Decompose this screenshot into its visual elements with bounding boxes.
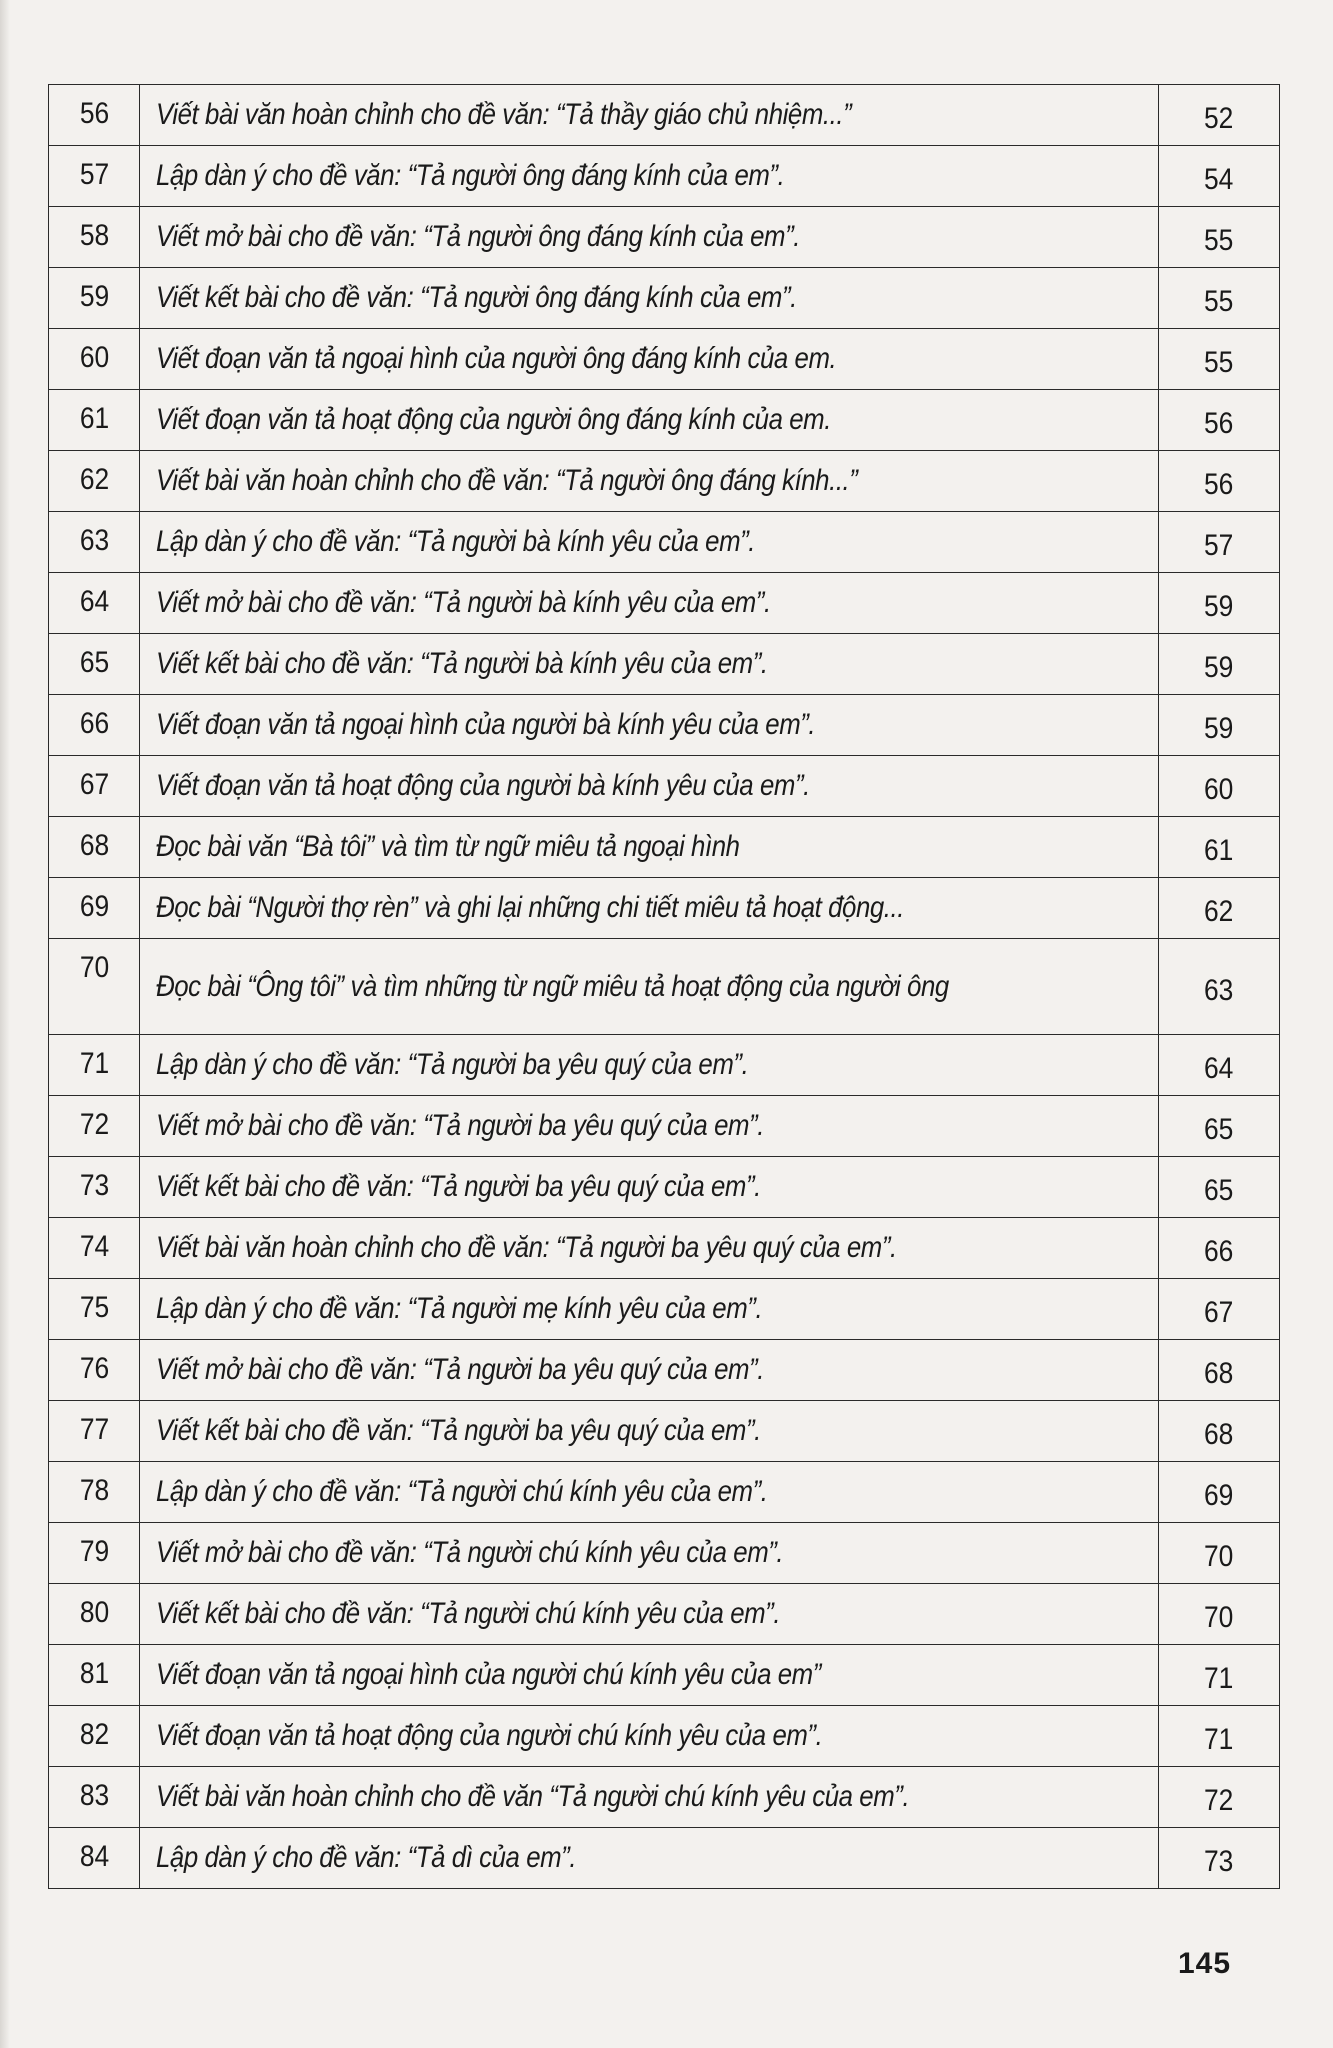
entry-title: Viết đoạn văn tả hoạt động của người chú kính yêu của em”.: [156, 1719, 823, 1752]
entry-page-cell: [1159, 207, 1280, 268]
entry-title-cell: [140, 85, 1159, 146]
entry-number: 79: [54, 1523, 134, 1584]
table-row: [49, 268, 1280, 329]
table-row: [49, 390, 1280, 451]
entry-title: Lập dàn ý cho đề văn: “Tả dì của em”.: [156, 1841, 577, 1874]
entry-page: 55: [1204, 285, 1234, 318]
entry-page: 64: [1204, 1052, 1234, 1085]
entry-title: Viết bài văn hoàn chỉnh cho đề văn: “Tả thầy giáo chủ nhiệm...”: [156, 98, 852, 131]
table-row: [49, 512, 1280, 573]
entry-number: 64: [54, 573, 134, 634]
table-row: [49, 1035, 1280, 1096]
entry-number: 75: [54, 1279, 134, 1340]
table-row: [49, 573, 1280, 634]
entry-title-cell: [140, 268, 1159, 329]
entry-number: 74: [54, 1218, 134, 1279]
entry-page-cell: [1159, 1828, 1280, 1889]
entry-page-cell: [1159, 1767, 1280, 1828]
entry-page: 71: [1204, 1662, 1234, 1695]
entry-title: Viết kết bài cho đề văn: “Tả người bà kính yêu của em”.: [156, 647, 768, 680]
entry-page: 70: [1204, 1540, 1234, 1573]
entry-title: Viết kết bài cho đề văn: “Tả người ông đáng kính của em”.: [156, 281, 797, 314]
entry-title-cell: [140, 634, 1159, 695]
entry-page-cell: [1159, 1401, 1280, 1462]
entry-title-cell: [140, 695, 1159, 756]
page-number: 145: [1178, 1947, 1232, 1980]
entry-number: 80: [54, 1584, 134, 1645]
entry-page: 68: [1204, 1418, 1234, 1451]
table-row: [49, 1828, 1280, 1889]
entry-title-cell: [140, 1462, 1159, 1523]
entry-title-cell: [140, 207, 1159, 268]
entry-title: Viết kết bài cho đề văn: “Tả người ba yêu quý của em”.: [156, 1414, 761, 1447]
entry-page-cell: [1159, 1096, 1280, 1157]
table-row: [49, 1523, 1280, 1584]
entry-number: 65: [54, 634, 134, 695]
entry-page: 52: [1204, 102, 1234, 135]
table-row: [49, 939, 1280, 1035]
entry-title-cell: [140, 329, 1159, 390]
table-row: [49, 146, 1280, 207]
entry-page: 56: [1204, 468, 1234, 501]
table-row: [49, 756, 1280, 817]
entry-title: Lập dàn ý cho đề văn: “Tả người ba yêu quý của em”.: [156, 1048, 749, 1081]
entry-title-cell: [140, 1828, 1159, 1889]
table-row: [49, 1157, 1280, 1218]
entry-page: 59: [1204, 590, 1234, 623]
entry-title-cell: [140, 1523, 1159, 1584]
entry-page-cell: [1159, 1218, 1280, 1279]
table-row: [49, 1462, 1280, 1523]
entry-page-cell: [1159, 1462, 1280, 1523]
entry-title-cell: [140, 1157, 1159, 1218]
entry-number: 56: [54, 85, 134, 146]
entry-number: 57: [54, 146, 134, 207]
entry-title-cell: [140, 1279, 1159, 1340]
toc-table: [48, 84, 1280, 1889]
entry-title: Viết bài văn hoàn chỉnh cho đề văn: “Tả người ba yêu quý của em”.: [156, 1231, 897, 1264]
entry-title: Viết mở bài cho đề văn: “Tả người ba yêu quý của em”.: [156, 1109, 764, 1142]
toc-body: [49, 85, 1280, 1889]
entry-page: 55: [1204, 346, 1234, 379]
entry-number: 82: [54, 1706, 134, 1767]
entry-page: 61: [1204, 834, 1234, 867]
entry-page: 59: [1204, 651, 1234, 684]
entry-title-cell: [140, 146, 1159, 207]
entry-title-cell: [140, 512, 1159, 573]
entry-number: 60: [54, 329, 134, 390]
entry-title: Lập dàn ý cho đề văn: “Tả người mẹ kính yêu của em”.: [156, 1292, 763, 1325]
entry-number: 66: [54, 695, 134, 756]
entry-page: 54: [1204, 163, 1234, 196]
entry-page-cell: [1159, 1584, 1280, 1645]
entry-title: Viết đoạn văn tả ngoại hình của người bà kính yêu của em”.: [156, 708, 816, 741]
entry-number: 76: [54, 1340, 134, 1401]
table-row: [49, 817, 1280, 878]
entry-number: 78: [54, 1462, 134, 1523]
entry-number: 62: [54, 451, 134, 512]
entry-page: 60: [1204, 773, 1234, 806]
entry-page: 55: [1204, 224, 1234, 257]
table-row: [49, 1340, 1280, 1401]
entry-title: Lập dàn ý cho đề văn: “Tả người chú kính yêu của em”.: [156, 1475, 768, 1508]
entry-page-cell: [1159, 268, 1280, 329]
entry-page: 65: [1204, 1174, 1234, 1207]
entry-title: Viết mở bài cho đề văn: “Tả người ba yêu quý của em”.: [156, 1353, 764, 1386]
entry-title: Viết đoạn văn tả hoạt động của người ông đáng kính của em.: [156, 403, 831, 436]
entry-title: Lập dàn ý cho đề văn: “Tả người bà kính yêu của em”.: [156, 525, 756, 558]
entry-number: 71: [54, 1035, 134, 1096]
entry-page-cell: [1159, 1706, 1280, 1767]
entry-page-cell: [1159, 695, 1280, 756]
entry-title-cell: [140, 1096, 1159, 1157]
entry-page-cell: [1159, 146, 1280, 207]
entry-title: Viết đoạn văn tả hoạt động của người bà kính yêu của em”.: [156, 769, 810, 802]
entry-page-cell: [1159, 1523, 1280, 1584]
entry-page: 63: [1204, 973, 1234, 1007]
entry-page: 70: [1204, 1601, 1234, 1634]
entry-page: 66: [1204, 1235, 1234, 1268]
page-edge: [0, 0, 10, 2048]
entry-page: 67: [1204, 1296, 1234, 1329]
entry-number: 61: [54, 390, 134, 451]
entry-title-cell: [140, 1340, 1159, 1401]
entry-title-cell: [140, 573, 1159, 634]
entry-number: 77: [54, 1401, 134, 1462]
table-row: [49, 1645, 1280, 1706]
entry-page-cell: [1159, 1340, 1280, 1401]
entry-title: Viết đoạn văn tả ngoại hình của người chú kính yêu của em”: [156, 1658, 821, 1691]
entry-title: Viết mở bài cho đề văn: “Tả người ông đáng kính của em”.: [156, 220, 800, 253]
entry-page-cell: [1159, 1035, 1280, 1096]
entry-page: 57: [1204, 529, 1234, 562]
entry-number: 73: [54, 1157, 134, 1218]
table-row: [49, 1584, 1280, 1645]
entry-title: Viết kết bài cho đề văn: “Tả người chú kính yêu của em”.: [156, 1597, 781, 1630]
entry-page: 59: [1204, 712, 1234, 745]
entry-page: 65: [1204, 1113, 1234, 1146]
table-row: [49, 634, 1280, 695]
entry-title-cell: [140, 817, 1159, 878]
entry-number: 81: [54, 1645, 134, 1706]
table-row: [49, 85, 1280, 146]
entry-title-cell: [140, 390, 1159, 451]
entry-number: 67: [54, 756, 134, 817]
entry-page-cell: [1159, 939, 1280, 1035]
entry-title-cell: [140, 1645, 1159, 1706]
entry-page-cell: [1159, 878, 1280, 939]
table-row: [49, 207, 1280, 268]
entry-page: 68: [1204, 1357, 1234, 1390]
entry-page-cell: [1159, 634, 1280, 695]
table-row: [49, 1767, 1280, 1828]
entry-title-cell: [140, 1767, 1159, 1828]
entry-page: 72: [1204, 1784, 1234, 1817]
entry-number: 59: [54, 268, 134, 329]
entry-page: 71: [1204, 1723, 1234, 1756]
entry-number: 72: [54, 1096, 134, 1157]
entry-title-cell: [140, 1218, 1159, 1279]
entry-title: Đọc bài văn “Bà tôi” và tìm từ ngữ miêu tả ngoại hình: [156, 830, 740, 863]
entry-page-cell: [1159, 329, 1280, 390]
table-row: [49, 1279, 1280, 1340]
entry-title-cell: [140, 878, 1159, 939]
entry-page-cell: [1159, 1157, 1280, 1218]
entry-title: Viết đoạn văn tả ngoại hình của người ông đáng kính của em.: [156, 342, 837, 375]
entry-number: 70: [54, 939, 134, 1035]
entry-title: Viết bài văn hoàn chỉnh cho đề văn “Tả người chú kính yêu của em”.: [156, 1780, 910, 1813]
entry-page: 62: [1204, 895, 1234, 928]
entry-page: 69: [1204, 1479, 1234, 1512]
table-row: [49, 1706, 1280, 1767]
entry-page: 73: [1204, 1845, 1234, 1878]
entry-page-cell: [1159, 390, 1280, 451]
table-row: [49, 1096, 1280, 1157]
entry-page-cell: [1159, 756, 1280, 817]
entry-number: 58: [54, 207, 134, 268]
entry-title: Viết mở bài cho đề văn: “Tả người chú kính yêu của em”.: [156, 1536, 784, 1569]
entry-page-cell: [1159, 512, 1280, 573]
entry-title: Đọc bài “Ông tôi” và tìm những từ ngữ miêu tả hoạt động của người ông: [156, 969, 949, 1003]
entry-title-cell: [140, 1584, 1159, 1645]
table-row: [49, 1401, 1280, 1462]
entry-number: 63: [54, 512, 134, 573]
entry-number: 83: [54, 1767, 134, 1828]
table-row: [49, 695, 1280, 756]
table-row: [49, 451, 1280, 512]
entry-page-cell: [1159, 1645, 1280, 1706]
entry-title-cell: [140, 451, 1159, 512]
entry-number: 69: [54, 878, 134, 939]
entry-title: Viết bài văn hoàn chỉnh cho đề văn: “Tả người ông đáng kính...”: [156, 464, 858, 497]
entry-title-cell: [140, 756, 1159, 817]
entry-number: 68: [54, 817, 134, 878]
entry-page: 56: [1204, 407, 1234, 440]
entry-title: Viết mở bài cho đề văn: “Tả người bà kính yêu của em”.: [156, 586, 771, 619]
entry-title: Lập dàn ý cho đề văn: “Tả người ông đáng kính của em”.: [156, 159, 785, 192]
table-row: [49, 878, 1280, 939]
entry-title-cell: [140, 939, 1159, 1035]
entry-page-cell: [1159, 1279, 1280, 1340]
entry-title-cell: [140, 1706, 1159, 1767]
entry-page-cell: [1159, 573, 1280, 634]
entry-title-cell: [140, 1035, 1159, 1096]
entry-page-cell: [1159, 817, 1280, 878]
entry-title: Viết kết bài cho đề văn: “Tả người ba yêu quý của em”.: [156, 1170, 761, 1203]
table-row: [49, 329, 1280, 390]
entry-number: 84: [54, 1828, 134, 1889]
table-row: [49, 1218, 1280, 1279]
entry-title: Đọc bài “Người thợ rèn” và ghi lại những chi tiết miêu tả hoạt động...: [156, 891, 904, 924]
entry-title-cell: [140, 1401, 1159, 1462]
entry-page-cell: [1159, 85, 1280, 146]
entry-page-cell: [1159, 451, 1280, 512]
